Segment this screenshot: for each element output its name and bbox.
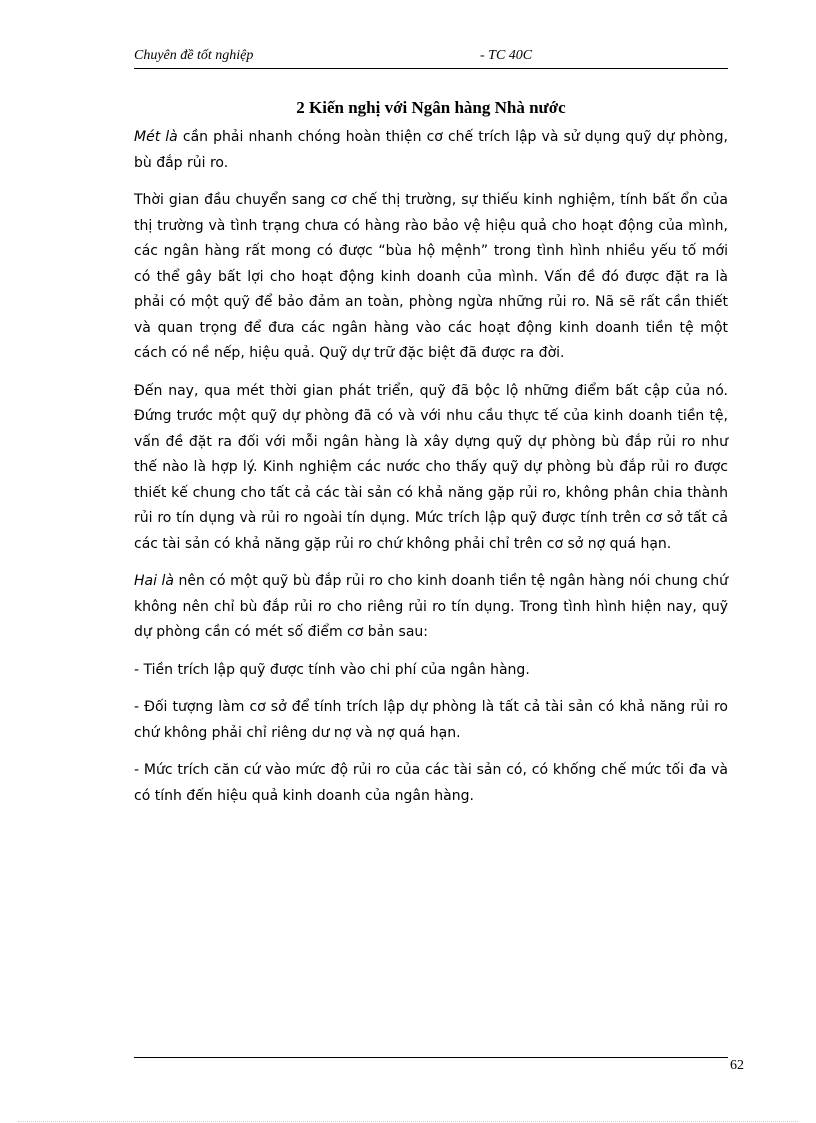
document-body — [134, 125, 728, 821]
paragraph-4 — [134, 569, 728, 646]
bullet-3: - Mức trích căn cứ vào mức độ rủi ro của các tài sản có, có khống chế mức tối đa và có tính đến hiệu quả kinh doanh của ngân hàng. — [134, 762, 728, 804]
page-header — [134, 46, 728, 69]
footer-divider — [134, 1057, 728, 1058]
paragraph-2: Thời gian đầu chuyển sang cơ chế thị trường, sự thiếu kinh nghiệm, tính bất ổn của thị trường và tình trạng chưa có hàng rào bảo vệ hiệu quả cho hoạt động của mình, các ngân hàng rất mong có được “bùa hộ mệnh” trong tình hình nhiều yếu tố mới có thể gây bất lợi cho hoạt động kinh doanh của mình. Vấn đề đó được đặt ra là phải có một quỹ để bảo đảm an toàn, phòng ngừa những rủi ro. Nã sẽ rất cần thiết và quan trọng để đưa các ngân hàng vào các hoạt động kinh doanh tiền tệ một cách có nề nếp, hiệu quả. Quỹ dự trữ đặc biệt đã được ra đời. — [134, 192, 728, 361]
section-title: 2 Kiến nghị với Ngân hàng Nhà nước — [296, 98, 566, 117]
bullet-1: - Tiền trích lập quỹ được tính vào chi phí của ngân hàng. — [134, 661, 530, 678]
paragraph-1 — [134, 125, 728, 176]
paragraph-3: Đến nay, qua mét thời gian phát triển, quỹ đã bộc lộ những điểm bất cập của nó. Đứng trước một quỹ dự phòng đã có và với nhu cầu thực tế của kinh doanh tiền tệ, vấn đề đặt ra đối với mỗi ngân hàng là xây dựng quỹ dự phòng bù đắp rủi ro như thế nào là hợp lý. Kinh nghiệm các nước cho thấy quỹ dự phòng bù đắp rủi ro được thiết kế chung cho tất cả các tài sản có khả năng gặp rủi ro, không phân chia thành rủi ro tín dụng và rủi ro ngoài tín dụng. Mức trích lập quỹ được tính trên cơ sở tất cả các tài sản có khả năng gặp rủi ro chứ không phải chỉ trên cơ sở nợ quá hạn. — [134, 382, 728, 552]
paragraph-1-lead: Mét là — [134, 129, 178, 145]
paragraph-4-lead: Hai là — [134, 573, 174, 589]
header-right-text: - TC 40C — [480, 48, 533, 63]
bullet-2: - Đối tượng làm cơ sở để tính trích lập dự phòng là tất cả tài sản có khả năng rủi ro chứ không phải chỉ riêng dư nợ và nợ quá hạn. — [134, 699, 728, 741]
paragraph-4-text: nên có một quỹ bù đắp rủi ro cho kinh doanh tiền tệ ngân hàng nói chung chứ không nên chỉ bù đắp rủi ro cho riêng rủi ro tín dụng. Trong tình hình hiện nay, quỹ dự phòng cần có mét số điểm cơ bản sau: — [134, 573, 728, 640]
header-left-text: Chuyên đề tốt nghiệp — [134, 48, 254, 63]
paragraph-1-text: cần phải nhanh chóng hoàn thiện cơ chế trích lập và sử dụng quỹ dự phòng, bù đắp rủi ro. — [134, 129, 729, 171]
page-edge — [18, 1121, 798, 1122]
page-number: 62 — [730, 1058, 744, 1073]
